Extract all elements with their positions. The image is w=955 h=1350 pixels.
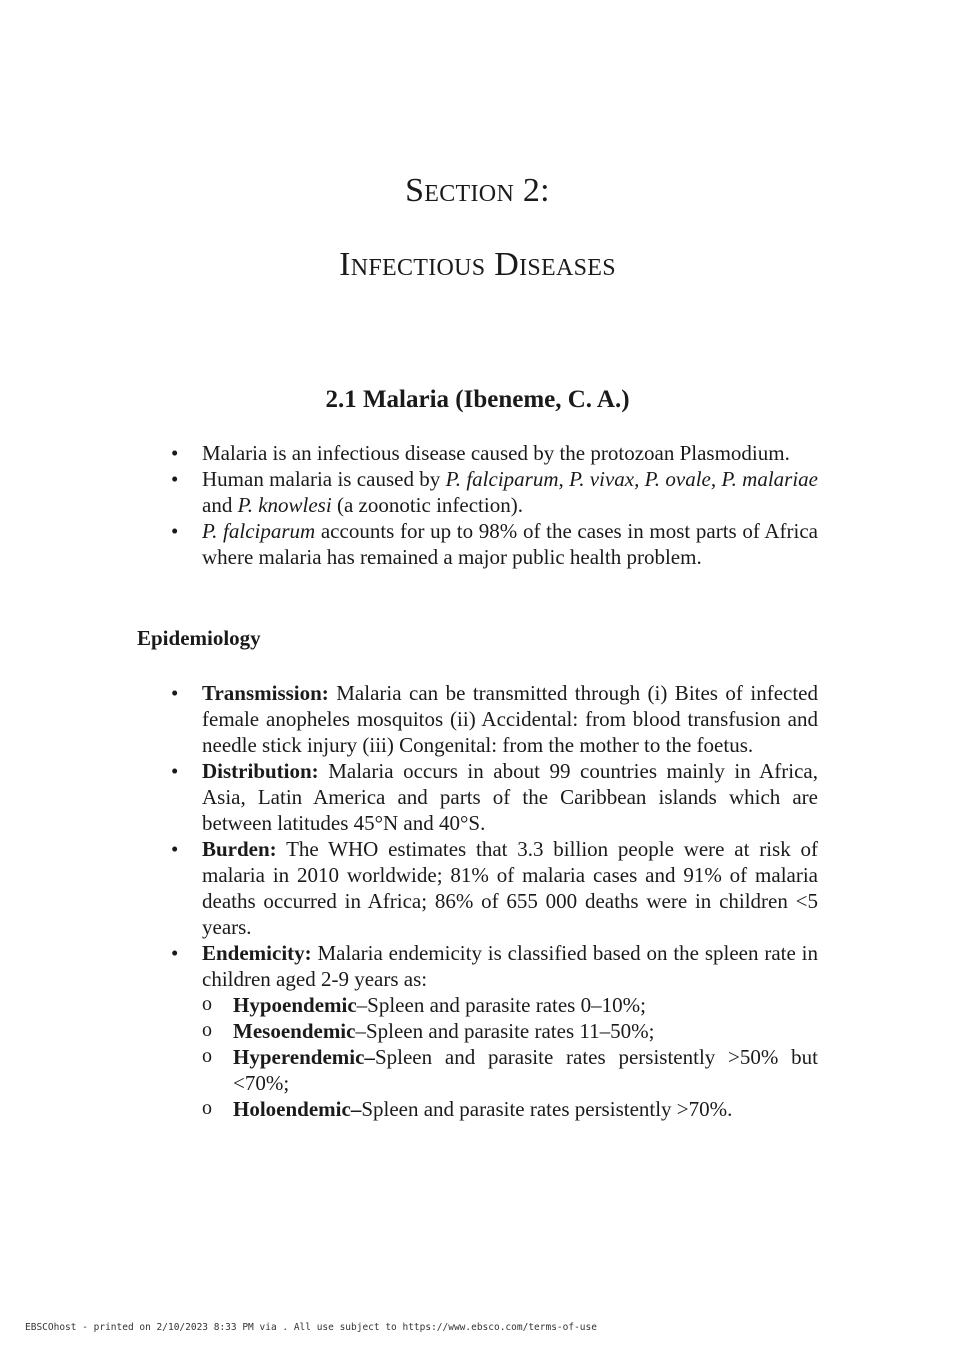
intro-bullet-1: [202, 440, 818, 466]
epidemiology-heading: Epidemiology: [137, 626, 261, 650]
endemicity-level-hyper: [233, 1044, 818, 1096]
species-knowlesi: P. knowlesi: [237, 493, 332, 517]
level-label: Hyperendemic–: [233, 1045, 375, 1069]
endemicity-level-holo: [233, 1096, 818, 1122]
endemicity-bullet: [202, 940, 818, 992]
species-list: P. falciparum, P. vivax, P. ovale, P. malariae: [445, 467, 818, 491]
intro-bullet-2-text: Human malaria is caused by: [202, 467, 446, 491]
level-label: Holoendemic–: [233, 1097, 362, 1121]
endemicity-level-meso: [233, 1018, 818, 1044]
level-text: Spleen and parasite rates persistently >50% but <70%;: [233, 1045, 818, 1095]
section-title-heading: Infectious Diseases: [339, 246, 616, 283]
transmission-bullet: [202, 680, 818, 758]
endemicity-level-hypo: [233, 992, 818, 1018]
burden-bullet: [202, 836, 818, 940]
conjunction: and: [202, 493, 238, 517]
level-text: –Spleen and parasite rates 11–50%;: [355, 1019, 655, 1043]
level-text: Spleen and parasite rates persistently >70%.: [361, 1097, 733, 1121]
intro-bullet-3-text: accounts for up to 98% of the cases in most parts of Africa where malaria has remained a major public health problem.: [202, 519, 818, 569]
distribution-label: Distribution:: [202, 759, 319, 783]
level-text: –Spleen and parasite rates 0–10%;: [356, 993, 646, 1017]
distribution-text: Malaria occurs in about 99 countries mainly in Africa, Asia, Latin America and parts of the Caribbean islands which are between latitudes 45°N and 40°S.: [202, 759, 818, 835]
burden-text: The WHO estimates that 3.3 billion people were at risk of malaria in 2010 worldwide; 81% of malaria cases and 91% of malaria deaths occurred in Africa; 86% of 655 000 deaths were in children <5 years.: [202, 837, 818, 939]
level-label: Hypoendemic: [233, 993, 357, 1017]
endemicity-text: Malaria endemicity is classified based on the spleen rate in children aged 2-9 years as:: [202, 941, 818, 991]
intro-bullet-3: [202, 518, 818, 570]
transmission-label: Transmission:: [202, 681, 329, 705]
intro-bullet-2: [202, 466, 818, 518]
intro-bullet-1-text: Malaria is an infectious disease caused by the protozoan Plasmodium.: [202, 441, 790, 465]
chapter-title: 2.1 Malaria (Ibeneme, C. A.): [325, 386, 630, 413]
endemicity-label: Endemicity:: [202, 941, 312, 965]
epidemiology-bullet-list: [202, 680, 818, 1122]
print-footer: EBSCOhost - printed on 2/10/2023 8:33 PM via . All use subject to https://www.ebsco.com/terms-of-use: [25, 1322, 597, 1333]
level-label: Mesoendemic: [233, 1019, 356, 1043]
distribution-bullet: [202, 758, 818, 836]
intro-bullet-list: [202, 440, 818, 570]
section-number-heading: Section 2:: [405, 172, 550, 209]
transmission-text: Malaria can be transmitted through (i) Bites of infected female anopheles mosquitos (ii) Accidental: from blood transfusion and needle stick injury (iii) Congenital: from the mother to the foetus.: [202, 681, 818, 757]
intro-bullet-2-tail: (a zoonotic infection).: [331, 493, 523, 517]
burden-label: Burden:: [202, 837, 277, 861]
species-falciparum: P. falciparum: [202, 519, 316, 543]
